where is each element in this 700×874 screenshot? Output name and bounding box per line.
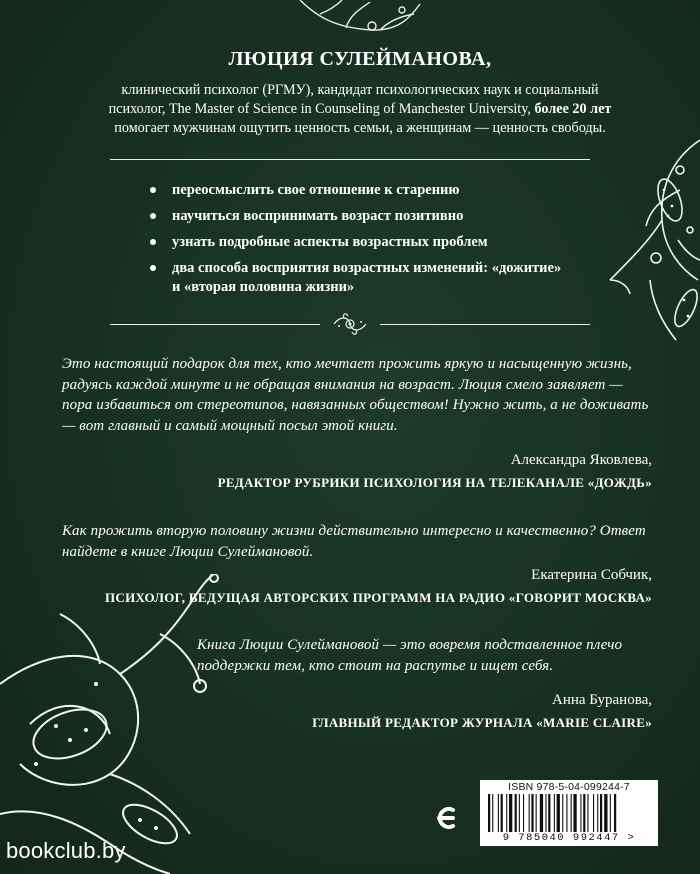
author-bio-section bbox=[60, 48, 660, 138]
list-item: два способа восприятия возрастных изменений: «дожитие» и «вторая половина жизни» bbox=[150, 259, 570, 297]
author-bio-text: психолог, The Master of Science in Counseling of Manchester University, bbox=[108, 101, 535, 117]
testimonial bbox=[62, 354, 652, 491]
testimonial-author: Анна Буранова, bbox=[551, 692, 652, 708]
divider-top bbox=[110, 159, 590, 160]
testimonial bbox=[197, 635, 652, 731]
testimonial-role: ПСИХОЛОГ, ВЕДУЩАЯ АВТОРСКИХ ПРОГРАММ НА РАДИО «ГОВОРИТ МОСКВА» bbox=[104, 590, 652, 605]
author-name: ЛЮЦИЯ СУЛЕЙМАНОВА, bbox=[228, 48, 492, 70]
list-item: научиться воспринимать возраст позитивно bbox=[150, 207, 570, 226]
author-bio-line: клинический психолог (РГМУ), кандидат психологических наук и социальный bbox=[121, 82, 599, 98]
divider-middle-left bbox=[110, 324, 320, 325]
publisher-logo-icon bbox=[433, 800, 459, 836]
author-bio bbox=[60, 81, 660, 138]
author-bio-highlight: более 20 лет bbox=[534, 101, 612, 117]
testimonial bbox=[62, 521, 652, 606]
floral-ornament-right bbox=[590, 130, 700, 350]
list-item: узнать подробные аспекты возрастных проблем bbox=[150, 233, 570, 252]
isbn-label: ISBN 978-5-04-099244-7 bbox=[508, 781, 630, 793]
testimonial-text: Это настоящий подарок для тех, кто мечтает прожить яркую и насыщенную жизнь, радуясь каждой минуте и не обращая внимания на возраст. Люция смело заявляет — пора избавиться от стереотипов, навязанных обществом! Нужно жить, а не доживать — вот главный и самый мощный посыл этой книги. bbox=[62, 356, 649, 434]
watermark: bookclub.by bbox=[6, 838, 126, 863]
testimonial-author: Екатерина Собчик, bbox=[531, 567, 652, 583]
author-bio-line bbox=[60, 100, 660, 119]
testimonial-text: Книга Люции Сулеймановой — это вовремя подставленное плечо поддержки тем, кто стоит на распутье и ищет себя. bbox=[197, 637, 623, 674]
testimonial-role: ГЛАВНЫЙ РЕДАКТОР ЖУРНАЛА «MARIE CLAIRE» bbox=[312, 715, 652, 730]
testimonial-author: Александра Яковлева, bbox=[510, 452, 652, 468]
testimonial-role: РЕДАКТОР РУБРИКИ ПСИХОЛОГИЯ НА ТЕЛЕКАНАЛЕ «ДОЖДЬ» bbox=[217, 475, 652, 490]
barcode bbox=[480, 780, 658, 846]
author-bio-line: помогает мужчинам ощутить ценность семьи, а женщинам — ценность свободы. bbox=[114, 120, 606, 136]
ornament-icon bbox=[330, 312, 370, 336]
divider-middle-right bbox=[380, 324, 590, 325]
benefits-list bbox=[150, 181, 570, 304]
list-item: переосмыслить свое отношение к старению bbox=[150, 181, 570, 200]
testimonial-text: Как прожить вторую половину жизни действительно интересно и качественно? Ответ найдете в книге Люции Сулеймановой. bbox=[62, 523, 646, 560]
barcode-digits: 9 785040 992447 > bbox=[502, 832, 636, 844]
barcode-bars bbox=[488, 794, 650, 832]
